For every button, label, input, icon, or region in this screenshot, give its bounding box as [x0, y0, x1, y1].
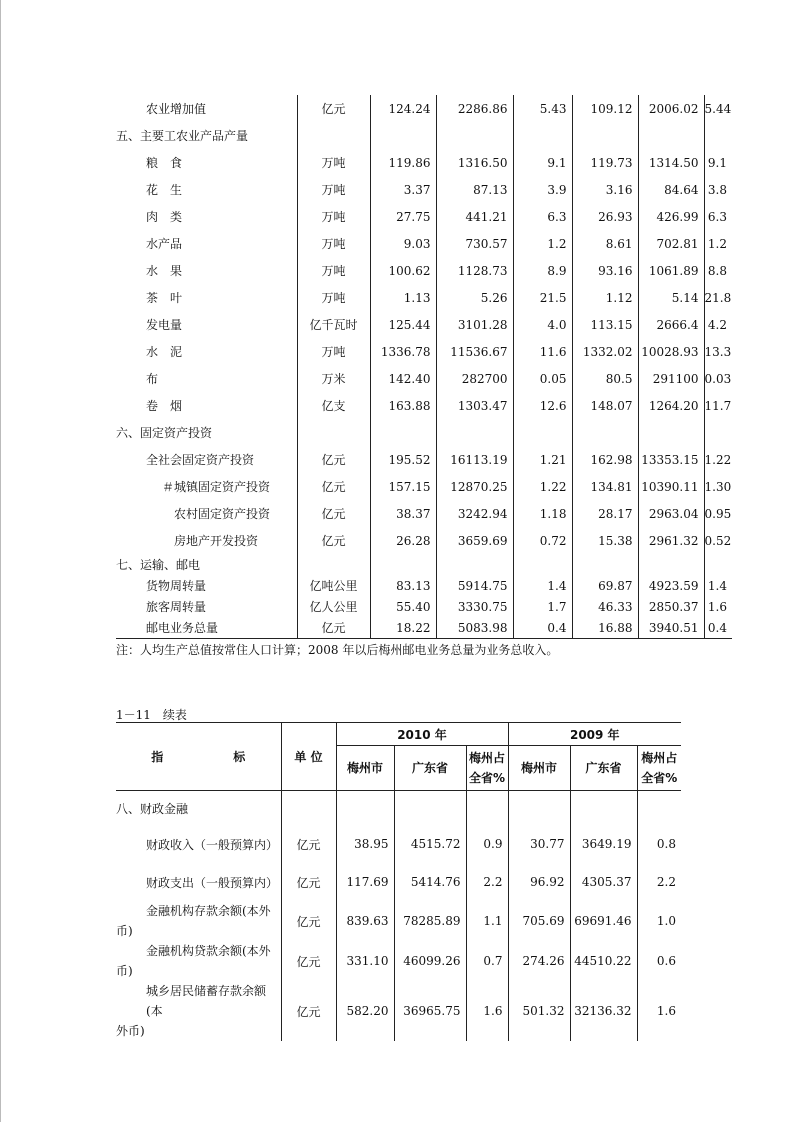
row-label: 水产品 [146, 237, 183, 251]
cell: 1314.50 [638, 149, 704, 176]
cell: 1.4 [513, 575, 572, 596]
row-label: ＃城镇固定资产投资 [162, 480, 271, 494]
cell: 83.13 [370, 575, 436, 596]
cell: 4515.72 [394, 825, 466, 863]
header-province: 广东省 [570, 746, 637, 791]
cell: 10390.11 [638, 473, 704, 500]
cell: 0.95 [704, 500, 732, 527]
cell: 730.57 [436, 230, 513, 257]
table-row [116, 311, 732, 338]
cell: 3659.69 [436, 527, 513, 554]
table-row [116, 825, 681, 863]
row-label-line1: 金融机构存款余额(本外 [146, 904, 271, 918]
row-label: 粮 食 [146, 156, 183, 170]
cell: 3649.19 [570, 825, 637, 863]
cell: 26.93 [572, 203, 638, 230]
cell: 109.12 [572, 95, 638, 122]
cell: 0.03 [704, 365, 732, 392]
cell: 162.98 [572, 446, 638, 473]
table-row [116, 500, 732, 527]
cell: 6.3 [513, 203, 572, 230]
cell: 1316.50 [436, 149, 513, 176]
table-row [116, 284, 732, 311]
row-unit: 万吨 [297, 176, 370, 203]
cell: 1.13 [370, 284, 436, 311]
cell: 8.8 [704, 257, 732, 284]
cell: 142.40 [370, 365, 436, 392]
cell: 96.92 [508, 863, 570, 901]
cell: 26.28 [370, 527, 436, 554]
cell: 11.6 [513, 338, 572, 365]
table-row [116, 176, 732, 203]
cell: 0.4 [704, 617, 732, 639]
cell: 5.14 [638, 284, 704, 311]
header-share-line2: 全省% [641, 771, 678, 785]
cell: 0.9 [466, 825, 508, 863]
header-city: 梅州市 [508, 746, 570, 791]
cell: 1.12 [572, 284, 638, 311]
row-unit: 万吨 [297, 149, 370, 176]
cell: 1.1 [466, 901, 508, 941]
cell: 705.69 [508, 901, 570, 941]
cell: 1.7 [513, 596, 572, 617]
table-bottom [116, 722, 681, 1041]
row-label-line2: 币) [116, 964, 133, 978]
table-row [116, 95, 732, 122]
cell: 3242.94 [436, 500, 513, 527]
section-label: 五、主要工农业产品产量 [116, 129, 249, 143]
cell: 839.63 [336, 901, 394, 941]
cell: 87.13 [436, 176, 513, 203]
cell: 119.86 [370, 149, 436, 176]
cell: 18.22 [370, 617, 436, 639]
cell: 1.18 [513, 500, 572, 527]
cell: 3101.28 [436, 311, 513, 338]
row-unit: 亿元 [281, 825, 336, 863]
header-indicator-a: 指 [151, 750, 164, 764]
cell: 16.88 [572, 617, 638, 639]
cell: 4.2 [704, 311, 732, 338]
section-label: 七、运输、邮电 [116, 558, 201, 572]
cell: 5083.98 [436, 617, 513, 639]
row-unit: 亿元 [297, 617, 370, 639]
row-label: 旅客周转量 [146, 600, 207, 614]
row-unit: 亿元 [281, 981, 336, 1041]
cell: 0.8 [637, 825, 681, 863]
cell: 2.2 [466, 863, 508, 901]
table-row [116, 203, 732, 230]
cell: 11536.67 [436, 338, 513, 365]
cell: 1.6 [704, 596, 732, 617]
cell: 282700 [436, 365, 513, 392]
cell: 117.69 [336, 863, 394, 901]
cell: 3.16 [572, 176, 638, 203]
cell: 78285.89 [394, 901, 466, 941]
cell: 12.6 [513, 392, 572, 419]
cell: 5414.76 [394, 863, 466, 901]
section-row [116, 419, 732, 446]
table-top [116, 95, 732, 639]
row-label-line2: 外币) [116, 1024, 145, 1038]
header-share [637, 746, 681, 791]
header-indicator [116, 723, 281, 791]
row-label-line2: 币) [116, 924, 133, 938]
page-edge [0, 0, 1, 1122]
cell: 441.21 [436, 203, 513, 230]
row-unit: 亿吨公里 [297, 575, 370, 596]
cell: 2.2 [637, 863, 681, 901]
row-label: 水 果 [146, 264, 183, 278]
cell: 2963.04 [638, 500, 704, 527]
row-unit: 亿元 [281, 941, 336, 981]
header-share [466, 746, 508, 791]
cell: 1.4 [704, 575, 732, 596]
row-label: 农业增加值 [146, 102, 207, 116]
cell: 8.61 [572, 230, 638, 257]
table-row [116, 981, 681, 1041]
cell: 1061.89 [638, 257, 704, 284]
table-row [116, 941, 681, 981]
section-label: 六、固定资产投资 [116, 426, 213, 440]
cell: 21.8 [704, 284, 732, 311]
row-unit: 亿元 [281, 863, 336, 901]
cell: 3.8 [704, 176, 732, 203]
cell: 9.1 [513, 149, 572, 176]
cell: 3.9 [513, 176, 572, 203]
row-unit: 亿元 [297, 95, 370, 122]
table-row [116, 575, 732, 596]
header-unit: 单 位 [281, 723, 336, 791]
cell: 1.2 [513, 230, 572, 257]
cell: 9.03 [370, 230, 436, 257]
cell: 38.37 [370, 500, 436, 527]
row-label: 布 [146, 372, 159, 386]
cell: 69691.46 [570, 901, 637, 941]
cell: 93.16 [572, 257, 638, 284]
row-label: 货物周转量 [146, 579, 207, 593]
cell: 291100 [638, 365, 704, 392]
row-unit: 亿元 [297, 527, 370, 554]
cell: 1.22 [704, 446, 732, 473]
cell: 69.87 [572, 575, 638, 596]
row-unit: 亿元 [281, 901, 336, 941]
table-row [116, 365, 732, 392]
cell: 0.7 [466, 941, 508, 981]
cell: 702.81 [638, 230, 704, 257]
cell: 38.95 [336, 825, 394, 863]
cell: 36965.75 [394, 981, 466, 1041]
row-label [116, 941, 281, 981]
header-share-line1: 梅州占 [641, 751, 678, 765]
row-unit: 亿千瓦时 [297, 311, 370, 338]
cell: 4305.37 [570, 863, 637, 901]
cell: 1.6 [466, 981, 508, 1041]
row-label: 卷 烟 [146, 399, 183, 413]
cell: 0.72 [513, 527, 572, 554]
cell: 80.5 [572, 365, 638, 392]
cell: 163.88 [370, 392, 436, 419]
table-title: 1－11 续表 [116, 708, 187, 722]
cell: 1303.47 [436, 392, 513, 419]
cell: 1264.20 [638, 392, 704, 419]
cell: 6.3 [704, 203, 732, 230]
cell: 0.05 [513, 365, 572, 392]
cell: 10028.93 [638, 338, 704, 365]
table-row [116, 596, 732, 617]
table-row [116, 863, 681, 901]
cell: 5914.75 [436, 575, 513, 596]
cell: 124.24 [370, 95, 436, 122]
cell: 16113.19 [436, 446, 513, 473]
cell: 1.2 [704, 230, 732, 257]
row-label [116, 981, 281, 1041]
row-label: 房地产开发投资 [174, 534, 259, 548]
cell: 5.43 [513, 95, 572, 122]
cell: 2666.4 [638, 311, 704, 338]
header-share-line1: 梅州占 [468, 751, 505, 765]
cell: 46.33 [572, 596, 638, 617]
cell: 1.22 [513, 473, 572, 500]
row-label [116, 901, 281, 941]
row-unit: 亿支 [297, 392, 370, 419]
table-row [116, 617, 732, 639]
row-unit: 万米 [297, 365, 370, 392]
section-row [116, 554, 732, 575]
header-province: 广东省 [394, 746, 466, 791]
cell: 0.52 [704, 527, 732, 554]
table-row [116, 149, 732, 176]
row-label: 发电量 [146, 318, 183, 332]
cell: 195.52 [370, 446, 436, 473]
section-label: 八、财政金融 [116, 801, 189, 816]
section-row [116, 122, 732, 149]
table-row [116, 338, 732, 365]
cell: 148.07 [572, 392, 638, 419]
cell: 1128.73 [436, 257, 513, 284]
table-row [116, 392, 732, 419]
cell: 274.26 [508, 941, 570, 981]
header-indicator-b: 标 [233, 750, 246, 764]
table-row [116, 257, 732, 284]
cell: 113.15 [572, 311, 638, 338]
row-label-line1: 金融机构贷款余额(本外 [146, 944, 271, 958]
row-label: 肉 类 [146, 210, 183, 224]
cell: 9.1 [704, 149, 732, 176]
cell: 12870.25 [436, 473, 513, 500]
cell: 28.17 [572, 500, 638, 527]
header-row-years [116, 723, 681, 746]
row-unit: 亿元 [297, 446, 370, 473]
cell: 125.44 [370, 311, 436, 338]
cell: 1336.78 [370, 338, 436, 365]
row-unit: 亿人公里 [297, 596, 370, 617]
cell: 32136.32 [570, 981, 637, 1041]
table-row [116, 230, 732, 257]
cell: 46099.26 [394, 941, 466, 981]
cell: 55.40 [370, 596, 436, 617]
row-label: 花 生 [146, 183, 183, 197]
row-label: 全社会固定资产投资 [146, 453, 255, 467]
cell: 5.44 [704, 95, 732, 122]
table-row [116, 527, 732, 554]
cell: 426.99 [638, 203, 704, 230]
cell: 1332.02 [572, 338, 638, 365]
cell: 13.3 [704, 338, 732, 365]
cell: 157.15 [370, 473, 436, 500]
cell: 2961.32 [638, 527, 704, 554]
table-note: 注：人均生产总值按常住人口计算；2008 年以后梅州邮电业务总量为业务总收入。 [116, 643, 559, 657]
row-unit: 亿元 [297, 473, 370, 500]
cell: 100.62 [370, 257, 436, 284]
cell: 3330.75 [436, 596, 513, 617]
cell: 5.26 [436, 284, 513, 311]
row-unit: 万吨 [297, 230, 370, 257]
row-unit: 亿元 [297, 500, 370, 527]
table-row [116, 446, 732, 473]
cell: 8.9 [513, 257, 572, 284]
cell: 0.4 [513, 617, 572, 639]
header-city: 梅州市 [336, 746, 394, 791]
cell: 11.7 [704, 392, 732, 419]
header-year-2009: 2009 年 [508, 723, 681, 746]
row-label: 财政收入（一般预算内） [146, 837, 279, 852]
row-label-line1: 城乡居民储蓄存款余额(本 [146, 984, 267, 1018]
row-unit: 万吨 [297, 257, 370, 284]
cell: 21.5 [513, 284, 572, 311]
row-label: 邮电业务总量 [116, 617, 297, 639]
cell: 1.0 [637, 901, 681, 941]
row-unit: 万吨 [297, 338, 370, 365]
cell: 1.6 [637, 981, 681, 1041]
cell: 1.21 [513, 446, 572, 473]
cell: 2006.02 [638, 95, 704, 122]
header-year-2010: 2010 年 [336, 723, 508, 746]
row-unit: 万吨 [297, 284, 370, 311]
cell: 13353.15 [638, 446, 704, 473]
cell: 27.75 [370, 203, 436, 230]
row-unit: 万吨 [297, 203, 370, 230]
table-row [116, 473, 732, 500]
table-row [116, 901, 681, 941]
cell: 3940.51 [638, 617, 704, 639]
row-label: 农村固定资产投资 [174, 507, 271, 521]
cell: 119.73 [572, 149, 638, 176]
cell: 2850.37 [638, 596, 704, 617]
cell: 1.30 [704, 473, 732, 500]
section-row [116, 791, 681, 826]
row-label: 水 泥 [146, 345, 183, 359]
cell: 15.38 [572, 527, 638, 554]
cell: 134.81 [572, 473, 638, 500]
cell: 84.64 [638, 176, 704, 203]
cell: 3.37 [370, 176, 436, 203]
cell: 4923.59 [638, 575, 704, 596]
cell: 501.32 [508, 981, 570, 1041]
cell: 582.20 [336, 981, 394, 1041]
cell: 331.10 [336, 941, 394, 981]
row-label: 财政支出（一般预算内） [146, 875, 279, 890]
cell: 0.6 [637, 941, 681, 981]
header-share-line2: 全省% [468, 771, 506, 785]
cell: 44510.22 [570, 941, 637, 981]
row-label: 茶 叶 [146, 291, 183, 305]
cell: 30.77 [508, 825, 570, 863]
cell: 4.0 [513, 311, 572, 338]
cell: 2286.86 [436, 95, 513, 122]
